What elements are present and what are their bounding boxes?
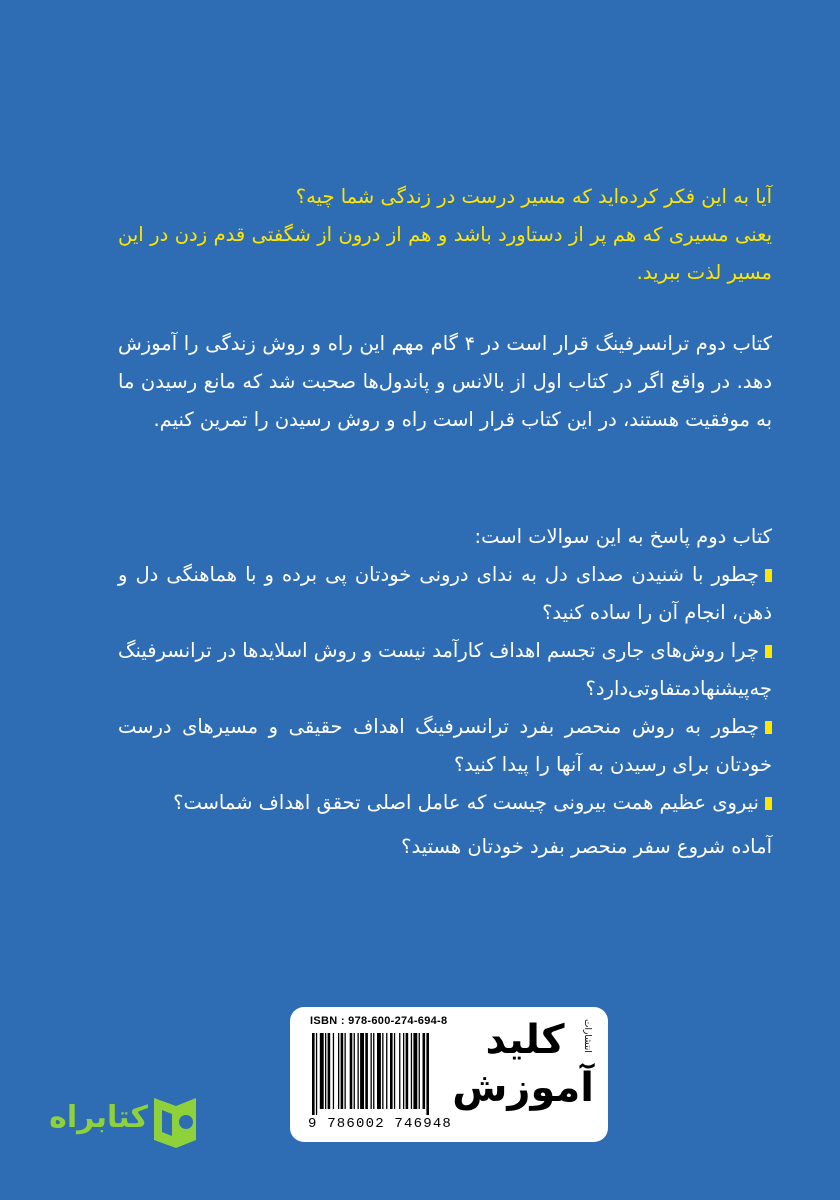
intro-line-1: آیا به این فکر کرده‌اید که مسیر درست در زندگی شما چیه؟ — [295, 185, 772, 208]
barcode-bar — [312, 1033, 315, 1115]
bullet-icon — [765, 797, 772, 810]
barcode-bar — [419, 1033, 420, 1109]
bullet-icon — [765, 721, 772, 734]
closing-question: آماده شروع سفر منحصر بفرد خودتان هستید؟ — [401, 835, 772, 858]
intro-line-2: یعنی مسیری که هم پر از دستاورد باشد و هم از درون از شگفتی قدم زدن در این مسیر لذت ببرید. — [118, 223, 772, 284]
barcode-bar — [345, 1033, 346, 1109]
ketabrah-logo — [40, 1088, 200, 1158]
bullet-icon — [765, 645, 772, 658]
description-paragraph — [118, 325, 772, 439]
questions-section — [118, 518, 772, 866]
question-item — [118, 556, 772, 632]
barcode-bar — [371, 1033, 372, 1109]
barcode-bar — [373, 1033, 374, 1109]
questions-heading: کتاب دوم پاسخ به این سوالات است: — [474, 525, 772, 548]
barcode-bar — [411, 1033, 412, 1109]
barcode-panel — [290, 1007, 608, 1142]
barcode-bar — [325, 1033, 326, 1109]
barcode-bar — [382, 1033, 383, 1109]
question-item — [118, 632, 772, 708]
barcode-bar — [399, 1033, 400, 1109]
publisher-logo-word-2: آموزش — [452, 1065, 594, 1111]
barcode-bar — [338, 1033, 339, 1109]
barcode-bars — [312, 1033, 462, 1115]
barcode-bar — [394, 1033, 395, 1109]
isbn-label: ISBN : 978-600-274-694-8 — [310, 1015, 448, 1027]
question-text: چطور به روش منحصر بفرد ترانسرفینگ اهداف حقیقی و مسیرهای درست خودتان برای رسیدن به آنها را پیدا کنید؟ — [118, 715, 772, 776]
question-item — [118, 784, 772, 822]
barcode-bar — [320, 1033, 324, 1109]
publisher-label: انتشارات — [582, 1019, 592, 1053]
barcode-bar — [316, 1033, 317, 1115]
ketabrah-book-icon — [150, 1092, 200, 1152]
barcode-bar — [377, 1033, 381, 1109]
barcode-bar — [341, 1033, 344, 1109]
barcode-bar — [403, 1033, 404, 1109]
barcode-bar — [423, 1033, 426, 1109]
question-text: چرا روش‌های جاری تجسم اهداف کارآمد نیست و روش اسلایدها در ترانسرفینگ چه‌پیشنهادمتفاوتی‌دارد؟ — [118, 639, 772, 700]
description-text: کتاب دوم ترانسرفینگ قرار است در ۴ گام مهم این راه و روش زندگی را آموزش دهد. در واقع اگر در کتاب اول از بالانس و پاندول‌ها صحبت شد که مانع رسیدن ما به موفقیت هستند، در این کتاب قرار است راه و روش رسیدن را تمرین کنیم. — [118, 332, 772, 431]
barcode-bar — [350, 1033, 353, 1109]
question-text: نیروی عظیم همت بیرونی چیست که عامل اصلی تحقق اهداف شماست؟ — [173, 791, 759, 814]
ketabrah-wordmark: کتابراه — [49, 1100, 148, 1135]
barcode-bar — [358, 1033, 359, 1109]
barcode-bar — [386, 1033, 387, 1109]
question-text: چطور با شنیدن صدای دل به ندای درونی خودتان پی برده و با هماهنگی دل و ذهن، انجام آن را ساده کنید؟ — [118, 563, 772, 624]
intro-text — [118, 178, 772, 292]
bullet-icon — [765, 569, 772, 582]
barcode-bar — [333, 1033, 334, 1109]
barcode-digits: 9 786002 746948 — [308, 1116, 453, 1132]
barcode-bar — [360, 1033, 364, 1109]
question-item — [118, 708, 772, 784]
barcode-bar — [413, 1033, 417, 1109]
barcode-bar — [390, 1033, 393, 1109]
barcode-bar — [426, 1033, 429, 1115]
barcode-bar — [365, 1033, 368, 1109]
barcode-bar — [354, 1033, 355, 1109]
publisher-logo-word-1: کلید — [485, 1017, 565, 1063]
barcode-bar — [406, 1033, 409, 1109]
barcode-bar — [328, 1033, 331, 1109]
